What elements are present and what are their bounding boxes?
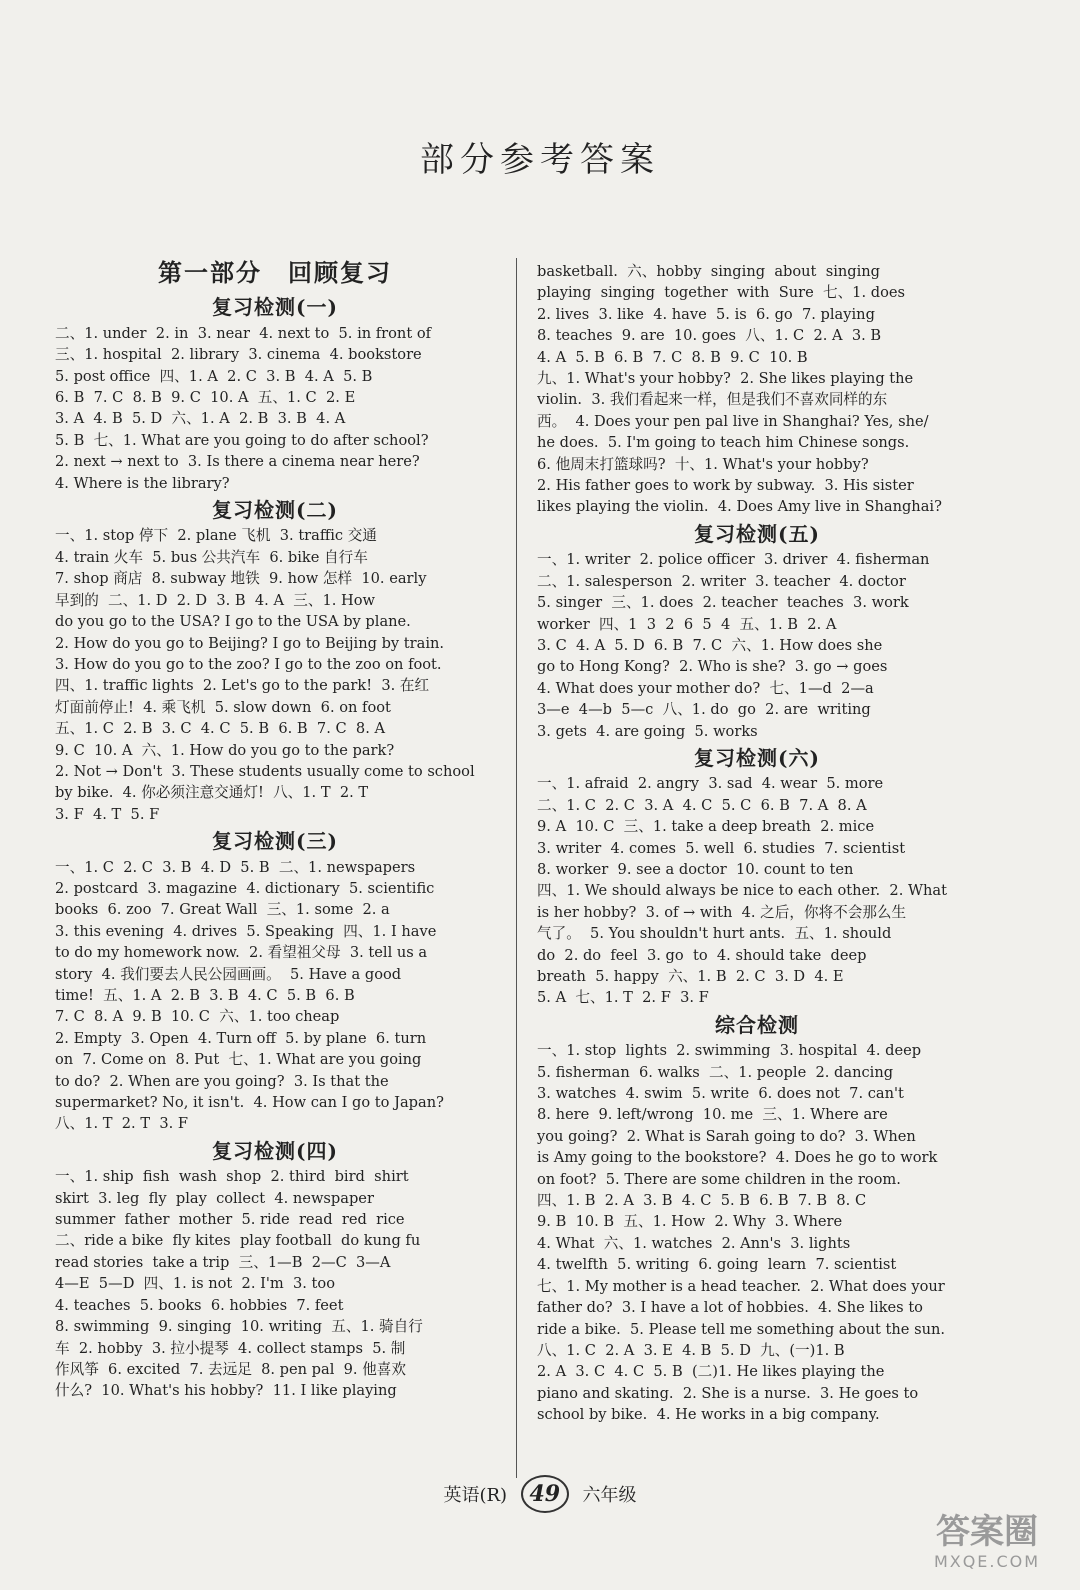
answer-line: 5. post office 四、1. A 2. C 3. B 4. A 5. B xyxy=(55,367,373,385)
answer-line: 九、1. What's your hobby? 2. She likes playing the xyxy=(537,370,914,388)
answer-line: 4—E 5—D 四、1. is not 2. I'm 3. too xyxy=(55,1275,335,1293)
answer-line: 3. writer 4. comes 5. well 6. studies 7. scientist xyxy=(537,839,906,857)
answer-line: 2. How do you go to Beijing? I go to Beijing by train. xyxy=(55,634,445,652)
answer-line: 4. teaches 5. books 6. hobbies 7. feet xyxy=(55,1296,344,1314)
answer-line: 3. C 4. A 5. D 6. B 7. C 六、1. How does she xyxy=(537,636,883,654)
answer-line: to do my homework now. 2. 看望祖父母 3. tell us a xyxy=(55,944,428,962)
answer-line: breath 5. happy 六、1. B 2. C 3. D 4. E xyxy=(537,968,844,985)
answer-line: 一、1. writer 2. police officer 3. driver 4. fisherman xyxy=(537,551,930,569)
answer-line: 4. twelfth 5. writing 6. going learn 7. scientist xyxy=(537,1256,897,1274)
answer-line: on 7. Come on 8. Put 七、1. What are you going xyxy=(55,1051,422,1069)
answer-section xyxy=(537,745,977,1009)
answer-line: 7. shop 商店 8. subway 地铁 9. how 怎样 10. early xyxy=(55,570,427,588)
answer-line: summer father mother 5. ride read red rice xyxy=(55,1211,405,1229)
section-title: 复习检测(三) xyxy=(212,829,338,854)
section-title: 复习检测(四) xyxy=(212,1138,338,1163)
answer-line: 3. A 4. B 5. D 六、1. A 2. B 3. B 4. A xyxy=(55,410,346,428)
answer-line: 3. F 4. T 5. F xyxy=(55,805,160,823)
answer-line: 早到的 二、1. D 2. D 3. B 4. A 三、1. How xyxy=(55,591,376,609)
answer-line: ride a bike. 5. Please tell me something about the sun. xyxy=(537,1320,946,1338)
answer-line: 三、1. hospital 2. library 3. cinema 4. bookstore xyxy=(55,346,422,364)
answer-line: 8. worker 9. see a doctor 10. count to ten xyxy=(537,860,854,878)
answer-line: 2. Not → Don't 3. These students usually come to school xyxy=(55,762,475,780)
answer-section xyxy=(55,500,495,825)
answer-line: 7. C 8. A 9. B 10. C 六、1. too cheap xyxy=(55,1008,340,1026)
answer-section xyxy=(537,1012,977,1426)
watermark-text: 答案圈 xyxy=(936,1512,1038,1552)
section-title: 综合检测 xyxy=(715,1012,799,1037)
answer-line: 一、1. ship fish wash shop 2. third bird shirt xyxy=(55,1168,409,1186)
answer-line: 什么? 10. What's his hobby? 11. I like playing xyxy=(55,1382,397,1400)
answer-line: 6. B 7. C 8. B 9. C 10. A 五、1. C 2. E xyxy=(55,389,356,407)
answer-line: 8. teaches 9. are 10. goes 八、1. C 2. A 3. B xyxy=(537,327,882,345)
answer-line: by bike. 4. 你必须注意交通灯! 八、1. T 2. T xyxy=(55,784,369,802)
answer-line: 9. B 10. B 五、1. How 2. Why 3. Where xyxy=(537,1213,843,1231)
answer-line: do you go to the USA? I go to the USA by plane. xyxy=(55,613,411,631)
answer-line: 9. C 10. A 六、1. How do you go to the park? xyxy=(55,741,395,759)
answer-section xyxy=(537,521,977,742)
answer-line: is her hobby? 3. of → with 4. 之后，你将不会那么生 xyxy=(537,903,907,921)
watermark-url: MXQE.COM xyxy=(933,1552,1041,1571)
column-divider xyxy=(516,258,517,1478)
section-title: 复习检测(一) xyxy=(212,295,338,320)
answer-line: 3. this evening 4. drives 5. Speaking 四、1. I have xyxy=(55,922,437,940)
answer-section xyxy=(55,1138,495,1402)
answer-line: to do? 2. When are you going? 3. Is that the xyxy=(55,1072,389,1090)
answer-line: 4. What 六、1. watches 2. Ann's 3. lights xyxy=(537,1234,851,1252)
answer-line: go to Hong Kong? 2. Who is she? 3. go → goes xyxy=(537,658,888,676)
answer-line: likes playing the violin. 4. Does Amy live in Shanghai? xyxy=(537,498,942,516)
answer-line: 3. gets 4. are going 5. works xyxy=(537,722,758,740)
answer-line: 一、1. C 2. C 3. B 4. D 5. B 二、1. newspapers xyxy=(55,858,416,876)
answer-line: 四、1. traffic lights 2. Let's go to the park! 3. 在红 xyxy=(55,677,430,695)
part-title: 第一部分 回顾复习 xyxy=(158,258,392,287)
answer-line: 3. watches 4. swim 5. write 6. does not 7. can't xyxy=(537,1085,904,1103)
answer-line: 二、ride a bike fly kites play football do kung fu xyxy=(55,1232,421,1250)
answer-line: 5. singer 三、1. does 2. teacher teaches 3. work xyxy=(537,594,909,612)
answer-line: you going? 2. What is Sarah going to do? 3. When xyxy=(537,1127,916,1145)
answer-line: 2. His father goes to work by subway. 3. His sister xyxy=(537,477,914,495)
right-column xyxy=(537,261,977,1426)
answer-section xyxy=(55,831,495,1135)
answer-line: 四、1. We should always be nice to each other. 2. What xyxy=(537,882,947,900)
answer-line: books 6. zoo 7. Great Wall 三、1. some 2. a xyxy=(55,901,390,919)
answer-line: 4. Where is the library? xyxy=(55,474,230,492)
answer-line: piano and skating. 2. She is a nurse. 3. He goes to xyxy=(537,1384,919,1402)
answer-line: he does. 5. I'm going to teach him Chinese songs. xyxy=(537,434,910,452)
right-sections xyxy=(537,521,977,1426)
answer-line: 2. postcard 3. magazine 4. dictionary 5. scientific xyxy=(55,879,435,897)
answer-line: 作风筝 6. excited 7. 去远足 8. pen pal 9. 他喜欢 xyxy=(55,1360,406,1378)
answer-line: violin. 3. 我们看起来一样，但是我们不喜欢同样的东 xyxy=(537,391,888,409)
left-sections xyxy=(55,297,495,1401)
answer-line: 6. 他周末打篮球吗? 十、1. What's your hobby? xyxy=(537,455,869,473)
answer-line: 4. What does your mother do? 七、1—d 2—a xyxy=(537,679,874,697)
answer-line: 气了。 5. You shouldn't hurt ants. 五、1. should xyxy=(537,925,892,943)
answer-line: 五、1. C 2. B 3. C 4. C 5. B 6. B 7. C 8. A xyxy=(55,720,386,738)
answer-line: 2. Empty 3. Open 4. Turn off 5. by plane 6. turn xyxy=(55,1029,427,1047)
answer-line: 八、1. T 2. T 3. F xyxy=(55,1115,189,1133)
answer-line: 4. train 火车 5. bus 公共汽车 6. bike 自行车 xyxy=(55,548,368,566)
answer-line: is Amy going to the bookstore? 4. Does he go to work xyxy=(537,1149,938,1167)
answer-line: 3. How do you go to the zoo? I go to the zoo on foot. xyxy=(55,655,442,673)
answer-line: skirt 3. leg fly play collect 4. newspaper xyxy=(55,1189,374,1207)
footer-subject: 英语(R) xyxy=(443,1485,508,1506)
page-title: 部分参考答案 xyxy=(420,140,660,180)
answer-line: 二、1. salesperson 2. writer 3. teacher 4. doctor xyxy=(537,572,906,590)
answer-line: read stories take a trip 三、1—B 2—C 3—A xyxy=(55,1253,391,1271)
answer-line: 八、1. C 2. A 3. E 4. B 5. D 九、(一)1. B xyxy=(537,1341,845,1359)
answer-line: 一、1. afraid 2. angry 3. sad 4. wear 5. more xyxy=(537,775,884,793)
answer-line: playing singing together with Sure 七、1. does xyxy=(537,284,906,302)
left-column xyxy=(55,250,495,1402)
answer-line: 5. A 七、1. T 2. F 3. F xyxy=(537,989,709,1007)
answer-line: 一、1. stop 停下 2. plane 飞机 3. traffic 交通 xyxy=(55,527,377,545)
answer-line: 3—e 4—b 5—c 八、1. do go 2. are writing xyxy=(537,701,871,719)
answer-line: 二、1. C 2. C 3. A 4. C 5. C 6. B 7. A 8. A xyxy=(537,796,867,814)
answer-line: 车 2. hobby 3. 拉小提琴 4. collect stamps 5. 制 xyxy=(55,1339,406,1357)
answer-line: worker 四、1 3 2 6 5 4 五、1. B 2. A xyxy=(537,615,837,633)
answer-line: 5. fisherman 6. walks 二、1. people 2. dancing xyxy=(537,1063,894,1081)
answer-line: basketball. 六、hobby singing about singing xyxy=(537,263,881,280)
answer-section xyxy=(55,297,495,494)
answer-line: story 4. 我们要去人民公园画画。 5. Have a good xyxy=(55,965,402,983)
answer-line: 9. A 10. C 三、1. take a deep breath 2. mice xyxy=(537,818,875,836)
section-title: 复习检测(五) xyxy=(694,521,820,546)
watermark-logo xyxy=(912,1512,1062,1582)
answer-line: 8. swimming 9. singing 10. writing 五、1. 骑自行 xyxy=(55,1318,423,1336)
answer-line: 七、1. My mother is a head teacher. 2. What does your xyxy=(537,1277,945,1295)
section-title: 复习检测(二) xyxy=(212,498,338,523)
answer-line: 2. lives 3. like 4. have 5. is 6. go 7. playing xyxy=(537,305,875,323)
answer-line: 一、1. stop lights 2. swimming 3. hospital 4. deep xyxy=(537,1042,922,1060)
answer-line: 5. B 七、1. What are you going to do after school? xyxy=(55,431,429,449)
answer-line: 西。 4. Does your pen pal live in Shanghai? Yes, she/ xyxy=(537,412,929,430)
answer-line: supermarket? No, it isn't. 4. How can I go to Japan? xyxy=(55,1094,444,1112)
answer-line: do 2. do feel 3. go to 4. should take deep xyxy=(537,946,867,964)
answer-line: 2. A 3. C 4. C 5. B (二)1. He likes playing the xyxy=(537,1363,885,1381)
answer-line: 2. next → next to 3. Is there a cinema near here? xyxy=(55,453,420,471)
answer-line: father do? 3. I have a lot of hobbies. 4. She likes to xyxy=(537,1299,923,1317)
footer-grade: 六年级 xyxy=(582,1485,637,1506)
answer-line: 灯面前停止! 4. 乘飞机 5. slow down 6. on foot xyxy=(55,698,391,716)
answer-line: 8. here 9. left/wrong 10. me 三、1. Where are xyxy=(537,1106,888,1124)
answer-line: 4. A 5. B 6. B 7. C 8. B 9. C 10. B xyxy=(537,348,808,366)
right-intro xyxy=(537,261,977,518)
section-title: 复习检测(六) xyxy=(694,745,820,770)
answer-line: school by bike. 4. He works in a big company. xyxy=(537,1406,880,1424)
page-footer xyxy=(0,1475,1080,1513)
page-number: 49 xyxy=(521,1475,569,1513)
answer-line: 二、1. under 2. in 3. near 4. next to 5. in front of xyxy=(55,324,432,342)
answer-line: on foot? 5. There are some children in the room. xyxy=(537,1170,901,1188)
answer-line: 四、1. B 2. A 3. B 4. C 5. B 6. B 7. B 8. C xyxy=(537,1192,867,1210)
answer-line: time! 五、1. A 2. B 3. B 4. C 5. B 6. B xyxy=(55,987,355,1004)
